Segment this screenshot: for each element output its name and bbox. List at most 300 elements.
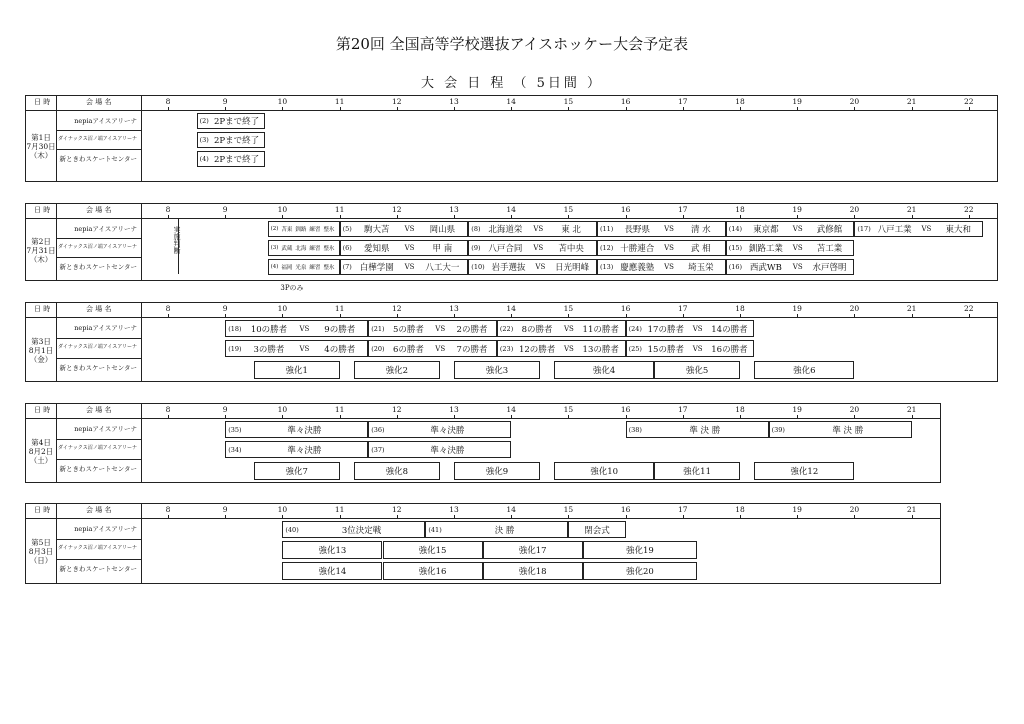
hour-tick-mark (511, 107, 512, 110)
day-label (26, 538, 56, 565)
day-label-line: （木） (29, 254, 53, 264)
hour-tick-mark (225, 314, 226, 317)
hour-tick-mark (282, 107, 283, 110)
venue-shin: 新ときわスケートセンター (59, 154, 137, 163)
match-e15[interactable] (726, 240, 855, 256)
hour-tick-mark (683, 415, 684, 418)
vs-label: VS (792, 263, 803, 271)
vs-label: VS (664, 263, 674, 271)
hour-tick-mark (397, 415, 398, 418)
row-separator (56, 459, 141, 460)
hour-tick-label: 18 (735, 97, 745, 106)
col-day-header: 日 時 (34, 506, 51, 514)
hour-tick-mark (854, 314, 855, 317)
hour-tick-mark (511, 215, 512, 218)
venue-nepia: nepiaアイスアリーナ (74, 525, 137, 533)
hour-tick-mark (740, 215, 741, 218)
training-block[interactable] (654, 462, 740, 480)
match-number: (2) (199, 117, 209, 125)
vs-label: VS (563, 324, 574, 333)
schedule-table-day-2 (25, 203, 998, 292)
short-item: 光泉 (295, 265, 307, 271)
vs-label: VS (664, 225, 674, 233)
hour-tick-label: 15 (563, 405, 574, 414)
day-label (26, 237, 56, 264)
vs-label: VS (435, 324, 446, 333)
day-label-line: 8月2日 (28, 446, 54, 456)
hour-tick-mark (168, 415, 169, 418)
team-a: 6の勝者 (392, 344, 424, 355)
block-label: 強化5 (685, 366, 709, 376)
training-block[interactable] (554, 462, 654, 480)
hour-tick-label: 21 (906, 505, 917, 514)
match-number: (19) (228, 344, 242, 353)
training-block[interactable] (282, 562, 382, 580)
hour-tick-label: 21 (906, 97, 917, 106)
hour-tick-mark (568, 215, 569, 218)
short-practice-block[interactable] (268, 259, 340, 275)
team-b: 7の勝者 (456, 344, 488, 355)
training-block[interactable] (483, 562, 583, 580)
hour-tick-mark (969, 215, 970, 218)
hour-tick-label: 10 (277, 304, 288, 313)
training-block[interactable] (454, 462, 540, 480)
match-e8[interactable] (468, 221, 597, 237)
hour-tick-mark (683, 515, 684, 518)
venue-dynax: ダイナックス沼ノ端アイスアリーナ (57, 243, 137, 250)
hour-tick-mark (854, 515, 855, 518)
short-practice-block[interactable] (268, 240, 340, 256)
hour-tick-label: 9 (222, 205, 228, 214)
block-label: 強化18 (518, 567, 547, 577)
match-e24[interactable] (626, 320, 755, 337)
match-e5[interactable] (340, 221, 469, 237)
hour-tick-mark (340, 215, 341, 218)
team-a: 10の勝者 (250, 324, 288, 335)
match-number: (10) (471, 263, 485, 271)
hour-tick-label: 16 (620, 405, 631, 414)
hour-tick-label: 12 (392, 505, 402, 514)
hour-tick-label: 16 (620, 505, 631, 514)
block-label: 強化3 (485, 366, 509, 376)
hour-tick-mark (397, 314, 398, 317)
hour-tick-label: 22 (964, 205, 974, 214)
training-block[interactable] (282, 541, 382, 559)
short-practice-block[interactable] (268, 221, 340, 237)
block-label: 強化7 (285, 467, 308, 477)
venue-dynax: ダイナックス沼ノ端アイスアリーナ (57, 344, 137, 350)
hour-tick-mark (568, 314, 569, 317)
vs-label: VS (563, 344, 574, 353)
day-label-line: 7月30日 (26, 142, 56, 151)
day-label-line: （土） (29, 455, 53, 465)
hour-tick-mark (454, 415, 455, 418)
hour-tick-mark (797, 314, 798, 317)
hour-header-row (26, 303, 997, 318)
row-separator (56, 338, 141, 339)
match-number: (3) (199, 136, 209, 144)
match-e21[interactable] (368, 320, 497, 337)
hour-tick-mark (568, 415, 569, 418)
hour-tick-label: 19 (792, 304, 802, 313)
hour-tick-label: 11 (334, 205, 345, 214)
hour-tick-label: 16 (620, 97, 631, 106)
day-label (26, 438, 56, 465)
match-e10[interactable] (468, 259, 597, 275)
match-e3[interactable] (197, 132, 266, 148)
hour-tick-mark (340, 415, 341, 418)
vs-label: VS (535, 263, 546, 271)
hour-tick-label: 19 (792, 205, 802, 214)
training-block[interactable] (254, 462, 340, 480)
hour-tick-label: 21 (906, 304, 917, 313)
team-b: 八工大一 (425, 263, 460, 273)
match-label: 3位決定戦 (341, 525, 382, 536)
training-block[interactable] (483, 541, 583, 559)
hour-tick-mark (225, 107, 226, 110)
match-number: (14) (728, 225, 743, 233)
match-label: 準 決 勝 (832, 425, 864, 436)
hour-tick-label: 13 (449, 205, 459, 214)
training-block[interactable] (583, 562, 697, 580)
hour-tick-label: 20 (849, 505, 860, 514)
team-b: 甲 南 (432, 244, 453, 254)
match-e25[interactable] (626, 340, 755, 357)
match-e12[interactable] (597, 240, 726, 256)
match-number: (39) (771, 425, 785, 434)
match-e18[interactable] (225, 320, 368, 337)
match-e13[interactable] (597, 259, 726, 275)
col-day-header: 日 時 (34, 206, 51, 214)
hour-tick-mark (683, 314, 684, 317)
match-e38[interactable] (626, 421, 769, 438)
training-block[interactable] (354, 361, 440, 379)
hour-tick-label: 14 (506, 304, 516, 313)
day-label-line: 第2日 (31, 236, 51, 246)
team-b: 4の勝者 (324, 344, 356, 355)
hour-tick-label: 17 (678, 304, 688, 313)
short-item: 福岡 (281, 265, 293, 271)
team-b: 13の勝者 (582, 344, 619, 355)
hour-tick-mark (511, 515, 512, 518)
hour-tick-mark (282, 215, 283, 218)
match-e11[interactable] (597, 221, 726, 237)
match-number: (35) (228, 425, 242, 434)
hour-tick-label: 9 (222, 304, 228, 313)
hour-tick-label: 20 (849, 405, 860, 414)
hour-tick-label: 12 (392, 97, 402, 106)
hour-tick-label: 13 (449, 505, 459, 514)
hour-tick-mark (225, 515, 226, 518)
venue-nepia: nepiaアイスアリーナ (74, 224, 137, 233)
training-block[interactable] (654, 361, 740, 379)
short-item: 北海 (295, 246, 307, 252)
short-item: 釧路 (295, 227, 307, 233)
hour-tick-label: 16 (620, 205, 631, 214)
hour-tick-mark (683, 215, 684, 218)
hour-tick-label: 19 (792, 97, 802, 106)
training-block[interactable] (383, 562, 483, 580)
schedule-table-day-5 (25, 503, 941, 584)
team-b: 埼玉栄 (688, 263, 714, 273)
venue-nepia: nepiaアイスアリーナ (74, 116, 137, 125)
hour-tick-label: 20 (849, 304, 860, 313)
team-a: 12の勝者 (518, 344, 556, 355)
hour-tick-label: 19 (792, 405, 802, 414)
block-label: 強化1 (285, 366, 308, 376)
page-subtitle: 大 会 日 程 （ 5日間 ） (420, 76, 604, 91)
venue-shin: 新ときわスケートセンター (59, 262, 137, 271)
vs-label: VS (692, 324, 703, 333)
block-label: 強化9 (485, 467, 509, 477)
hour-tick-label: 11 (334, 97, 345, 106)
team-b: 苫工業 (816, 244, 843, 254)
hour-tick-mark (511, 415, 512, 418)
team-b: 16の勝者 (711, 344, 748, 355)
match-number: (16) (728, 263, 743, 271)
hour-tick-mark (340, 515, 341, 518)
match-number: (18) (228, 324, 242, 333)
vs-label: VS (921, 225, 932, 233)
hour-tick-mark (740, 107, 741, 110)
training-block[interactable] (383, 541, 483, 559)
training-block[interactable] (254, 361, 340, 379)
hour-tick-label: 14 (506, 405, 516, 414)
hour-tick-label: 18 (735, 405, 745, 414)
day-label (26, 133, 56, 160)
match-number: (17) (857, 225, 871, 233)
team-a: 北海道栄 (488, 225, 523, 235)
team-b: 9の勝者 (324, 324, 356, 335)
col-day-header: 日 時 (34, 98, 51, 106)
team-a: 17の勝者 (647, 324, 684, 335)
hour-tick-label: 14 (506, 505, 516, 514)
venue-dynax: ダイナックス沼ノ端アイスアリーナ (57, 545, 137, 551)
hour-tick-mark (397, 515, 398, 518)
row-separator (56, 238, 141, 239)
hour-tick-label: 10 (277, 505, 288, 514)
hour-tick-label: 20 (849, 205, 860, 214)
row-separator (56, 539, 141, 540)
hour-tick-label: 15 (563, 304, 574, 313)
block-label: 強化19 (625, 546, 654, 556)
hour-tick-mark (282, 415, 283, 418)
day-label-line: 8月1日 (28, 345, 54, 355)
col-venue-header: 会 場 名 (86, 506, 112, 514)
day-label-line: 7月31日 (26, 245, 56, 255)
match-e9[interactable] (468, 240, 597, 256)
match-e35[interactable] (225, 421, 368, 438)
team-b: 東 北 (561, 225, 581, 235)
hour-tick-mark (797, 515, 798, 518)
hour-tick-mark (340, 107, 341, 110)
match-e6[interactable] (340, 240, 469, 256)
hour-tick-mark (626, 415, 627, 418)
col-venue-header: 会 場 名 (86, 305, 112, 313)
match-number: (20) (371, 344, 385, 353)
match-number: (41) (428, 525, 442, 534)
match-e34[interactable] (225, 441, 368, 458)
training-block[interactable] (554, 361, 654, 379)
hour-tick-mark (854, 415, 855, 418)
hour-tick-mark (912, 215, 913, 218)
match-label: 2Pまで終了 (213, 117, 260, 127)
hour-header-row (26, 204, 997, 219)
hour-tick-label: 10 (277, 405, 288, 414)
hour-tick-mark (282, 314, 283, 317)
team-b: 武 相 (690, 244, 711, 254)
training-block[interactable] (454, 361, 540, 379)
closing-ceremony-block[interactable] (568, 521, 625, 538)
team-a: 15の勝者 (647, 344, 684, 355)
match-e7[interactable] (340, 259, 469, 275)
short-item: (2) (270, 226, 279, 232)
hour-tick-label: 13 (449, 405, 459, 414)
team-a: 十勝連合 (620, 244, 655, 254)
hour-tick-label: 8 (165, 505, 171, 514)
hour-tick-mark (568, 515, 569, 518)
col-separator (141, 404, 142, 482)
hour-tick-mark (797, 415, 798, 418)
match-e17[interactable] (854, 221, 983, 237)
block-label: 強化11 (683, 467, 711, 477)
match-number: (15) (728, 244, 743, 252)
hour-tick-label: 8 (165, 304, 171, 313)
match-e22[interactable] (497, 320, 626, 337)
hour-tick-label: 17 (678, 205, 688, 214)
col-separator (141, 504, 142, 583)
hour-tick-mark (626, 107, 627, 110)
hour-tick-mark (912, 314, 913, 317)
hour-tick-label: 10 (277, 97, 288, 106)
match-number: (37) (371, 445, 385, 454)
match-number: (24) (628, 324, 642, 333)
hour-tick-mark (626, 515, 627, 518)
team-b: 水戸啓明 (812, 263, 847, 273)
team-b: 11の勝者 (582, 324, 619, 335)
training-block[interactable] (583, 541, 697, 559)
block-label: 強化4 (592, 366, 616, 376)
vs-label: VS (435, 344, 446, 353)
match-number: (8) (471, 225, 481, 233)
team-a: 白樺学園 (359, 263, 394, 273)
hour-tick-label: 12 (392, 304, 402, 313)
match-e23[interactable] (497, 340, 626, 357)
block-label: 強化6 (793, 366, 816, 376)
day-label (26, 337, 56, 364)
col-separator (141, 303, 142, 381)
match-number: (36) (371, 425, 385, 434)
hour-tick-label: 13 (449, 304, 459, 313)
col-day-header: 日 時 (34, 305, 51, 313)
match-label: 決 勝 (494, 525, 515, 536)
venue-nepia: nepiaアイスアリーナ (74, 324, 137, 332)
hour-tick-label: 15 (563, 205, 574, 214)
venue-dynax: ダイナックス沼ノ端アイスアリーナ (57, 135, 137, 142)
hour-tick-label: 11 (334, 304, 345, 313)
match-e19[interactable] (225, 340, 368, 357)
match-number: (9) (471, 244, 481, 252)
short-item: 整氷 (323, 246, 335, 252)
match-number: (13) (600, 263, 614, 271)
day-label-line: （日） (29, 556, 53, 565)
match-label: 準々決勝 (430, 445, 465, 456)
training-block[interactable] (354, 462, 440, 480)
match-e14[interactable] (726, 221, 855, 237)
hour-tick-label: 12 (392, 405, 402, 414)
match-number: (23) (499, 344, 514, 353)
team-a: 3の勝者 (253, 344, 285, 355)
match-e39[interactable] (769, 421, 912, 438)
short-item: 練習 (309, 227, 321, 233)
hour-tick-mark (740, 515, 741, 518)
match-e37[interactable] (368, 441, 511, 458)
hour-tick-mark (797, 215, 798, 218)
hour-tick-label: 13 (449, 97, 459, 106)
match-number: (4) (199, 155, 209, 163)
block-label: 閉会式 (584, 525, 610, 536)
match-e16[interactable] (726, 259, 855, 275)
hour-tick-mark (282, 515, 283, 518)
schedule-table-day-4 (25, 403, 941, 483)
team-a: 西武WB (749, 263, 782, 273)
short-item: 苫東 (281, 227, 293, 233)
schedule-table-day-3 (25, 302, 998, 382)
hour-tick-label: 18 (735, 304, 745, 313)
match-e4[interactable] (197, 151, 266, 167)
block-label: 強化2 (385, 366, 408, 376)
match-label: 準々決勝 (287, 445, 322, 456)
training-block[interactable] (754, 462, 854, 480)
hour-tick-label: 17 (678, 505, 688, 514)
hour-tick-label: 21 (906, 405, 917, 414)
day-label-line: 第5日 (31, 538, 51, 547)
block-label: 強化16 (418, 567, 447, 577)
page-title: 第20回 全国高等学校選抜アイスホッケー大会予定表 (335, 35, 689, 53)
venue-shin: 新ときわスケートセンター (59, 565, 137, 573)
team-a: 八戸合同 (488, 244, 523, 254)
hour-tick-label: 22 (964, 304, 974, 313)
jikkou-bracket (178, 219, 179, 274)
team-b: 日光明峰 (555, 263, 590, 273)
block-label: 強化17 (518, 546, 547, 556)
hour-tick-mark (454, 215, 455, 218)
match-number: (12) (600, 244, 614, 252)
hour-tick-mark (912, 415, 913, 418)
team-a: 駒大苫 (363, 225, 390, 235)
vs-label: VS (404, 244, 415, 252)
block-label: 強化20 (625, 567, 654, 577)
match-e20[interactable] (368, 340, 497, 357)
row-separator (56, 257, 141, 258)
col-venue-header: 会 場 名 (86, 206, 112, 214)
hour-tick-mark (511, 314, 512, 317)
match-e41[interactable] (425, 521, 568, 538)
hour-tick-mark (225, 215, 226, 218)
match-e36[interactable] (368, 421, 511, 438)
hour-tick-mark (168, 314, 169, 317)
hour-tick-mark (969, 314, 970, 317)
training-block[interactable] (754, 361, 854, 379)
match-e40[interactable] (282, 521, 425, 538)
hour-tick-mark (969, 107, 970, 110)
vs-label: VS (404, 225, 415, 233)
venue-shin: 新ときわスケートセンター (59, 364, 137, 372)
hour-tick-label: 18 (735, 205, 745, 214)
match-label: 2Pまで終了 (213, 136, 260, 146)
match-e2[interactable] (197, 113, 266, 129)
hour-tick-label: 11 (334, 405, 345, 414)
